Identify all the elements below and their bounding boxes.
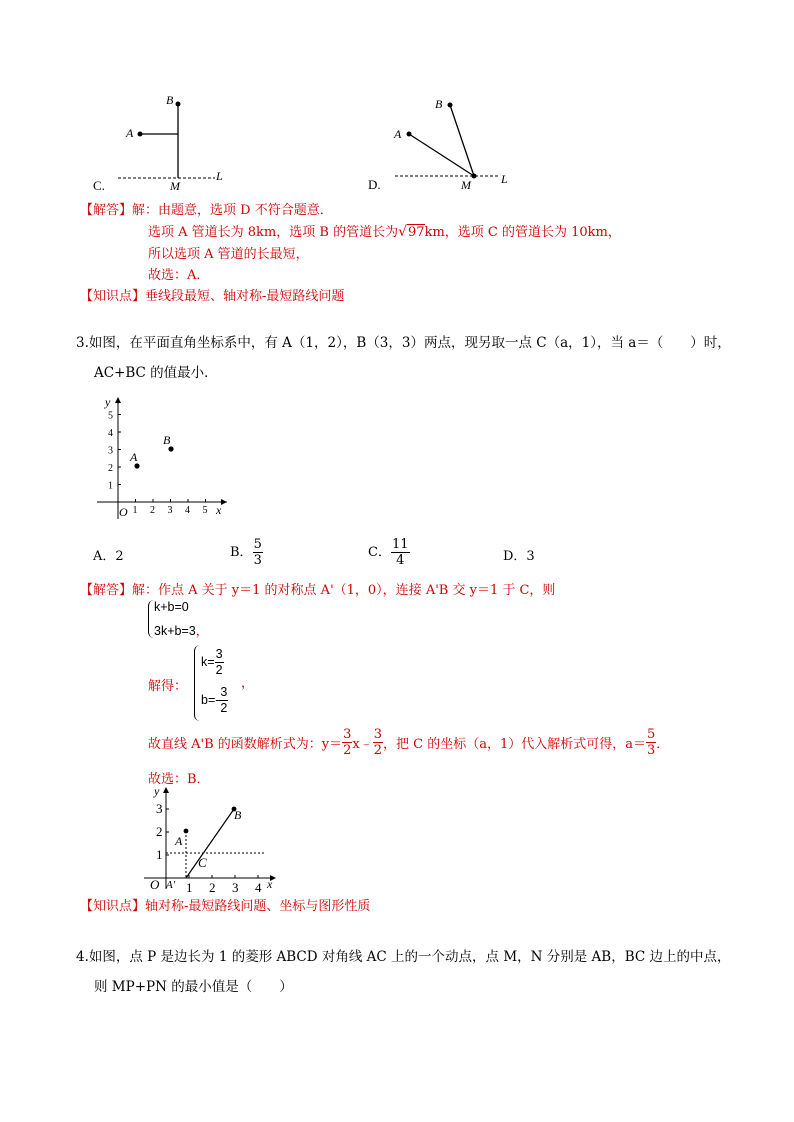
option-b[interactable]: B． $\frac{5}{3}$: [230, 537, 262, 568]
equation-1: k+b=0: [154, 600, 189, 614]
equation-2: 3k+b=3，: [154, 624, 209, 638]
question-3-graph: [92, 394, 237, 524]
solution-2-line2: 选项 A 管道长为 8km，选项 B 的管道长为√97km，选项 C 的管道长为 10km，: [148, 224, 621, 240]
solution-b: b=- $\frac{3}{2}$: [201, 685, 228, 715]
x-tick-label: 2: [209, 880, 216, 895]
svg-text:O: O: [150, 877, 160, 892]
solution-k: k= $\frac{3}{2}$: [201, 647, 223, 677]
solution-2-line4: 故选：A．: [148, 268, 210, 283]
question-4-stem: 4.如图，点 P 是边长为 1 的菱形 ABCD 对角线 AC 上的一个动点，点 M，N 分别是 AB，BC 边上的中点，: [76, 949, 731, 965]
y-tick-label: 5: [108, 410, 113, 422]
svg-text:y: y: [154, 785, 160, 798]
svg-text:M: M: [461, 178, 471, 192]
svg-text:y: y: [105, 395, 111, 409]
svg-text:A: A: [394, 127, 402, 141]
answer-choice: 故选：B．: [148, 772, 210, 787]
option-d-label: D.: [368, 177, 381, 192]
svg-text:A: A: [175, 834, 183, 848]
option-a[interactable]: A．2: [93, 549, 124, 564]
y-tick-label: 3: [156, 801, 163, 816]
label-l: L: [216, 169, 223, 183]
knowledge-point-3: 【知识点】轴对称-最短路线问题、坐标与图形性质: [80, 899, 371, 914]
x-tick-label: 3: [167, 505, 173, 516]
y-tick-label: 2: [156, 824, 163, 839]
x-tick-label: 1: [132, 505, 138, 516]
option-d[interactable]: D．3: [503, 549, 535, 564]
label-a: A: [126, 126, 134, 140]
svg-text:L: L: [501, 172, 508, 186]
solution-2: 【解答】解：由题意，选项 D 不符合题意．: [80, 203, 333, 218]
solution-2-line3: 所以选项 A 管道的长最短，: [148, 247, 309, 262]
y-tick-label: 3: [108, 445, 113, 457]
svg-text:O: O: [119, 505, 128, 519]
svg-text:C: C: [198, 855, 207, 870]
svg-text:x: x: [216, 503, 222, 517]
svg-text:B: B: [435, 97, 443, 111]
y-tick-label: 1: [156, 847, 163, 862]
option-c-label: C.: [93, 178, 105, 193]
point-b: [168, 446, 173, 451]
x-tick-label: 2: [150, 505, 155, 516]
x-tick-label: 3: [232, 880, 239, 895]
point-a: [134, 463, 139, 468]
svg-text:A: A: [130, 450, 138, 464]
y-tick-label: 4: [108, 428, 113, 439]
solve-label: 解得：: [148, 679, 188, 694]
function-line: 故直线 A'B 的函数解析式为：y＝ $\frac{3}{2}$ x﹣ $\frac{3}{2}$ ，把 C 的坐标（a，1）代入解析式可得，a＝ $\frac{5}{3}$ ．: [148, 727, 670, 758]
x-tick-label: 5: [202, 505, 208, 516]
y-tick-label: 1: [108, 480, 113, 492]
y-tick-label: 2: [108, 463, 113, 474]
x-tick-label: 4: [255, 880, 262, 895]
x-tick-label: 4: [185, 505, 190, 516]
x-tick-label: 1: [186, 880, 193, 895]
label-b: B: [166, 93, 174, 107]
question-4-stem-line2: 则 MP+PN 的最小值是（ ）: [94, 979, 293, 995]
solution-3-graph: [140, 785, 285, 895]
svg-text:B: B: [163, 433, 171, 447]
svg-text:A': A': [166, 879, 176, 891]
knowledge-point-2: 【知识点】垂线段最短、轴对称-最短路线问题: [80, 289, 345, 304]
label-m: M: [170, 179, 180, 193]
option-c[interactable]: C． $\frac{11}{4}$: [368, 537, 409, 568]
question-3-stem: 3.如图，在平面直角坐标系中，有 A（1，2），B（3，3）两点，现另取一点 C（a，1），当 a＝（ ）时，: [76, 335, 731, 351]
svg-text:x: x: [267, 877, 273, 891]
solution-tag: 【解答】: [80, 203, 133, 218]
svg-text:B: B: [234, 808, 242, 822]
solution-3: 【解答】解：作点 A 关于 y＝1 的对称点 A'（1，0），连接 A'B 交 y＝1 于 C，则: [80, 583, 556, 598]
question-3-stem-line2: AC+BC 的值最小．: [94, 365, 218, 381]
figure-option-c: [90, 90, 240, 195]
figure-option-d: [365, 90, 525, 195]
